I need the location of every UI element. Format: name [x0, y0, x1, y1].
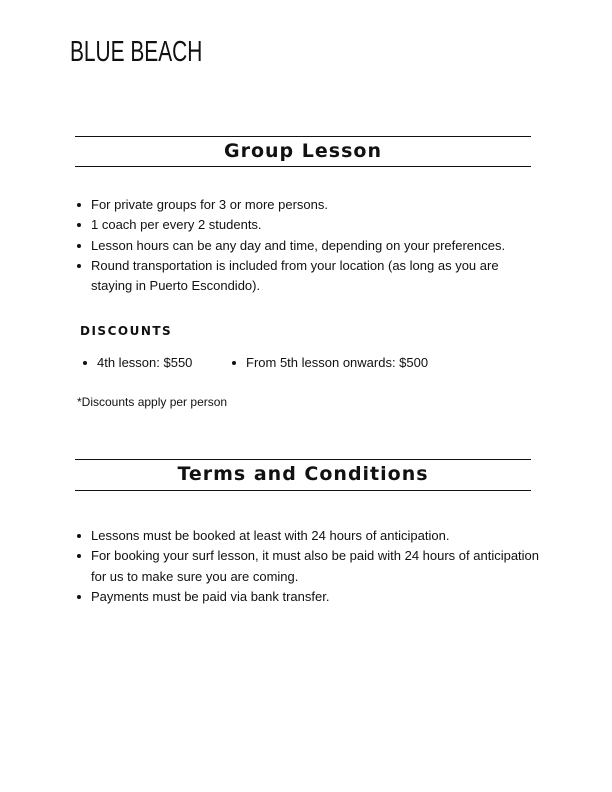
discount-item-4th-lesson: 4th lesson: $550	[82, 354, 192, 371]
list-item: Round transportation is included from your location (as long as you are staying in Puerto Escondido).	[75, 256, 540, 297]
group-lesson-heading: Group Lesson	[75, 136, 531, 167]
brand-logo: BLUE BEACH	[70, 36, 203, 68]
list-item: Payments must be paid via bank transfer.	[75, 587, 540, 607]
discounts-footnote: *Discounts apply per person	[77, 395, 228, 409]
discounts-label: DISCOUNTS	[80, 324, 173, 338]
list-item: Lessons must be booked at least with 24 hours of anticipation.	[75, 526, 540, 546]
terms-list	[75, 526, 540, 607]
list-item: For private groups for 3 or more persons.	[75, 195, 540, 215]
discount-item-5th-lesson-onwards: From 5th lesson onwards: $500	[231, 354, 428, 371]
group-lesson-list	[75, 195, 540, 296]
list-item: For booking your surf lesson, it must also be paid with 24 hours of anticipation for us to make sure you are coming.	[75, 546, 540, 587]
list-item: 1 coach per every 2 students.	[75, 215, 540, 235]
list-item: Lesson hours can be any day and time, depending on your preferences.	[75, 236, 540, 256]
terms-heading: Terms and Conditions	[75, 459, 531, 491]
